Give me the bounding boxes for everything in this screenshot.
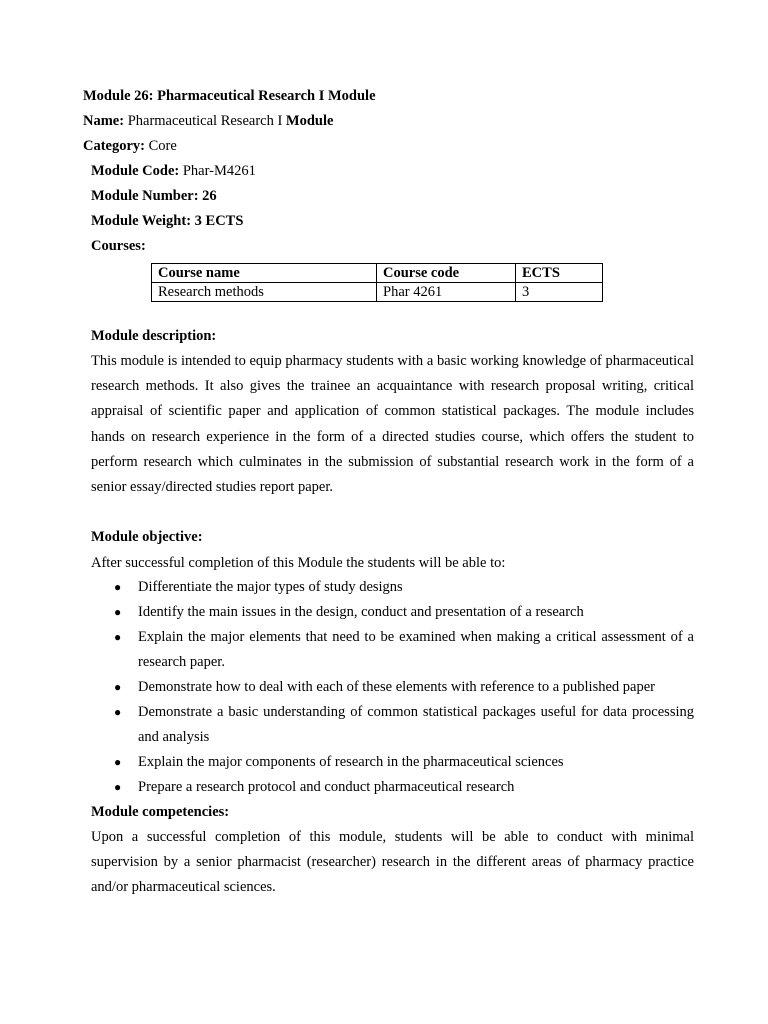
objective-intro: After successful completion of this Module the students will be able to: — [91, 555, 506, 571]
module-code-value: Phar-M4261 — [182, 163, 256, 179]
list-item-text: Prepare a research protocol and conduct pharmaceutical research — [138, 779, 515, 795]
name-label: Name: — [83, 113, 125, 129]
competencies-heading: Module competencies: — [91, 804, 230, 820]
list-item-text: Explain the major elements that need to be examined when making a critical assessment of a research paper. — [138, 629, 694, 670]
courses-label: Courses: — [91, 238, 146, 254]
header-course-code: Course code — [377, 264, 516, 283]
module-code-label: Module Code: — [91, 163, 180, 179]
module-number-label: Module Number: — [91, 188, 199, 204]
cell-course-code: Phar 4261 — [377, 283, 516, 302]
list-item — [91, 575, 694, 600]
description-heading: Module description: — [91, 328, 217, 344]
list-item — [91, 775, 694, 800]
description-text: This module is intended to equip pharmacy students with a basic working knowledge of pharmaceutical research methods. It also gives the trainee an acquaintance with research proposal writing, critical appraisal of scientific paper and application of common statistical packages. The module includes hands on research experience in the form of a directed studies course, which offers the student to perform research which culminates in the submission of substantial research work in the form of a senior essay/directed studies report paper. — [91, 353, 694, 496]
objective-heading: Module objective: — [91, 529, 203, 545]
cell-ects: 3 — [516, 283, 603, 302]
table-row — [152, 283, 603, 302]
cell-course-name: Research methods — [152, 283, 377, 302]
module-title: Module 26: Pharmaceutical Research I Module — [83, 88, 376, 104]
list-item — [91, 750, 694, 775]
list-item — [91, 625, 694, 675]
list-item-text: Differentiate the major types of study designs — [138, 579, 403, 595]
category-value: Core — [148, 138, 177, 154]
list-item — [91, 700, 694, 750]
category-line — [83, 136, 177, 156]
header-ects: ECTS — [516, 264, 603, 283]
bullet-icon: ● — [114, 780, 122, 794]
module-weight-label: Module Weight: — [91, 213, 192, 229]
name-value-tail: Module — [285, 113, 334, 129]
list-item-text: Demonstrate how to deal with each of these elements with reference to a published paper — [138, 679, 655, 695]
courses-table-header-row — [152, 264, 603, 283]
bullet-icon: ● — [114, 580, 122, 594]
bullet-icon: ● — [114, 680, 122, 694]
name-line — [83, 111, 333, 131]
list-item — [91, 600, 694, 625]
bullet-icon: ● — [114, 755, 122, 769]
module-number-value: 26 — [202, 188, 217, 204]
list-item-text: Explain the major components of research in the pharmaceutical sciences — [138, 754, 564, 770]
objective-list — [91, 575, 694, 800]
module-weight-value: 3 ECTS — [194, 213, 244, 229]
bullet-icon: ● — [114, 630, 122, 644]
list-item — [91, 675, 694, 700]
name-value: Pharmaceutical Research I — [127, 113, 283, 129]
module-number-line — [91, 186, 217, 206]
module-weight-line — [91, 211, 243, 231]
category-label: Category: — [83, 138, 146, 154]
bullet-icon: ● — [114, 705, 122, 719]
courses-table — [151, 263, 603, 302]
bullet-icon: ● — [114, 605, 122, 619]
list-item-text: Identify the main issues in the design, conduct and presentation of a research — [138, 604, 584, 620]
competencies-text: Upon a successful completion of this module, students will be able to conduct with minimal supervision by a senior pharmacist (researcher) research in the different areas of pharmacy practice and/or pharmaceutical sciences. — [91, 829, 694, 896]
header-course-name: Course name — [152, 264, 377, 283]
list-item-text: Demonstrate a basic understanding of common statistical packages useful for data processing and analysis — [138, 704, 694, 745]
module-code-line — [91, 161, 256, 181]
